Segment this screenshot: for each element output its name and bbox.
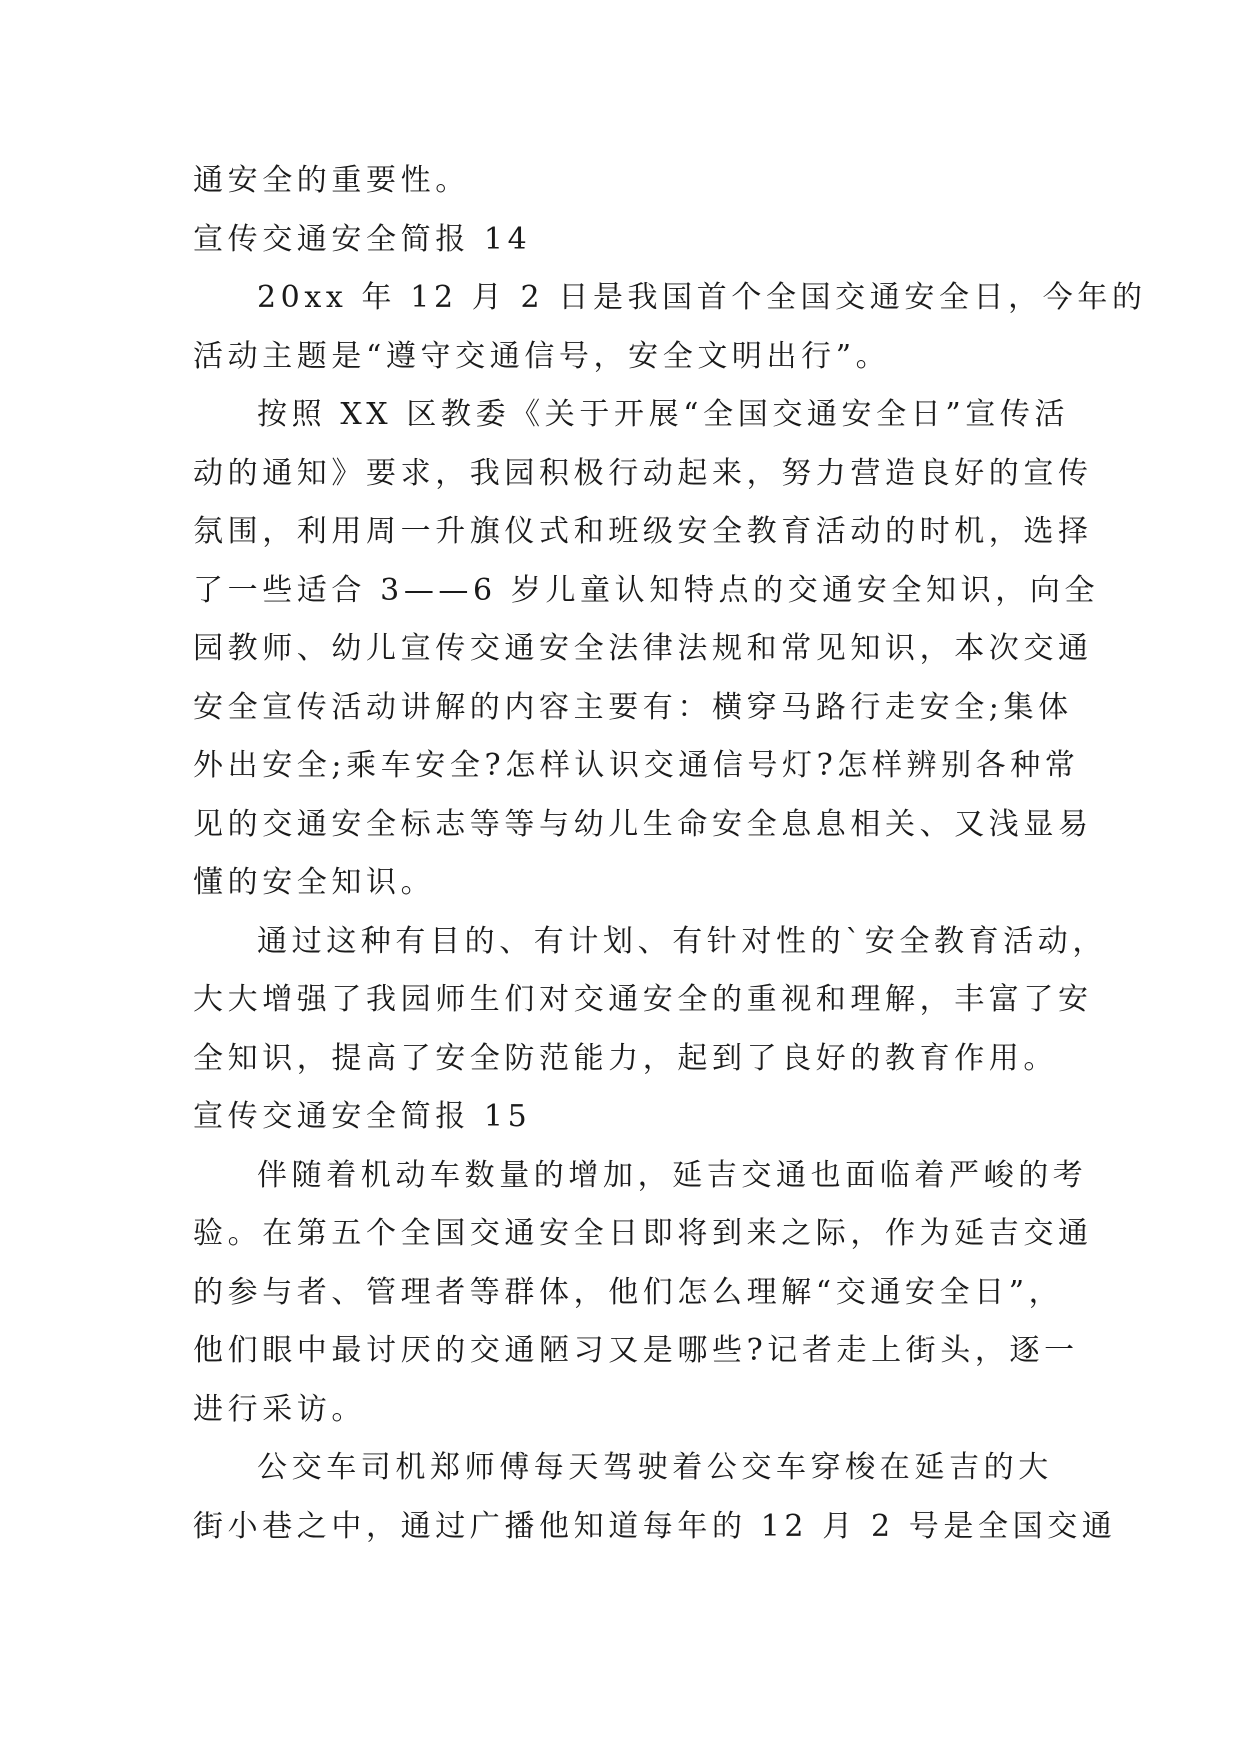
text-line: 的参与者、管理者等群体，他们怎么理解“交通安全日”， [193, 1274, 1064, 1310]
text-line: 了一些适合 3——6 岁儿童认知特点的交通安全知识，向全 [193, 572, 1100, 608]
text-line: 20xx 年 12 月 2 日是我国首个全国交通安全日，今年的 [257, 280, 1147, 315]
text-line: 街小巷之中，通过广播他知道每年的 12 月 2 号是全国交通 [193, 1508, 1117, 1544]
document-body [193, 152, 1147, 1556]
text-line: 活动主题是“遵守交通信号，安全文明出行”。 [193, 338, 891, 374]
text-line: 验。在第五个全国交通安全日即将到来之际，作为延吉交通 [193, 1216, 1093, 1251]
text-line: 通安全的重要性。 [193, 163, 470, 198]
text-line: 园教师、幼儿宣传交通安全法律法规和常见知识，本次交通 [193, 631, 1093, 666]
text-line: 氛围，利用周一升旗仪式和班级安全教育活动的时机，选择 [193, 514, 1093, 549]
text-line: 公交车司机郑师傅每天驾驶着公交车穿梭在延吉的大 [257, 1450, 1053, 1485]
text-line: 安全宣传活动讲解的内容主要有：横穿马路行走安全;集体 [193, 689, 1073, 725]
text-line: 进行采访。 [193, 1391, 366, 1427]
text-line: 大大增强了我园师生们对交通安全的重视和理解，丰富了安 [193, 982, 1093, 1017]
text-line: 懂的安全知识。 [193, 865, 436, 900]
text-line: 按照 XX 区教委《关于开展“全国交通安全日”宣传活 [257, 397, 1070, 432]
text-line: 外出安全;乘车安全?怎样认识交通信号灯?怎样辨别各种常 [193, 748, 1080, 783]
section-heading-15: 宣传交通安全简报 15 [193, 1099, 532, 1134]
text-line: 伴随着机动车数量的增加，延吉交通也面临着严峻的考 [257, 1157, 1088, 1193]
section-heading-14: 宣传交通安全简报 14 [193, 221, 532, 257]
text-line: 全知识，提高了安全防范能力，起到了良好的教育作用。 [193, 1040, 1058, 1076]
text-line: 通过这种有目的、有计划、有针对性的`安全教育活动， [257, 923, 1107, 959]
text-line: 他们眼中最讨厌的交通陋习又是哪些?记者走上街头，逐一 [193, 1333, 1079, 1368]
text-line: 动的通知》要求，我园积极行动起来，努力营造良好的宣传 [193, 455, 1093, 491]
text-line: 见的交通安全标志等等与幼儿生命安全息息相关、又浅显易 [193, 806, 1093, 842]
